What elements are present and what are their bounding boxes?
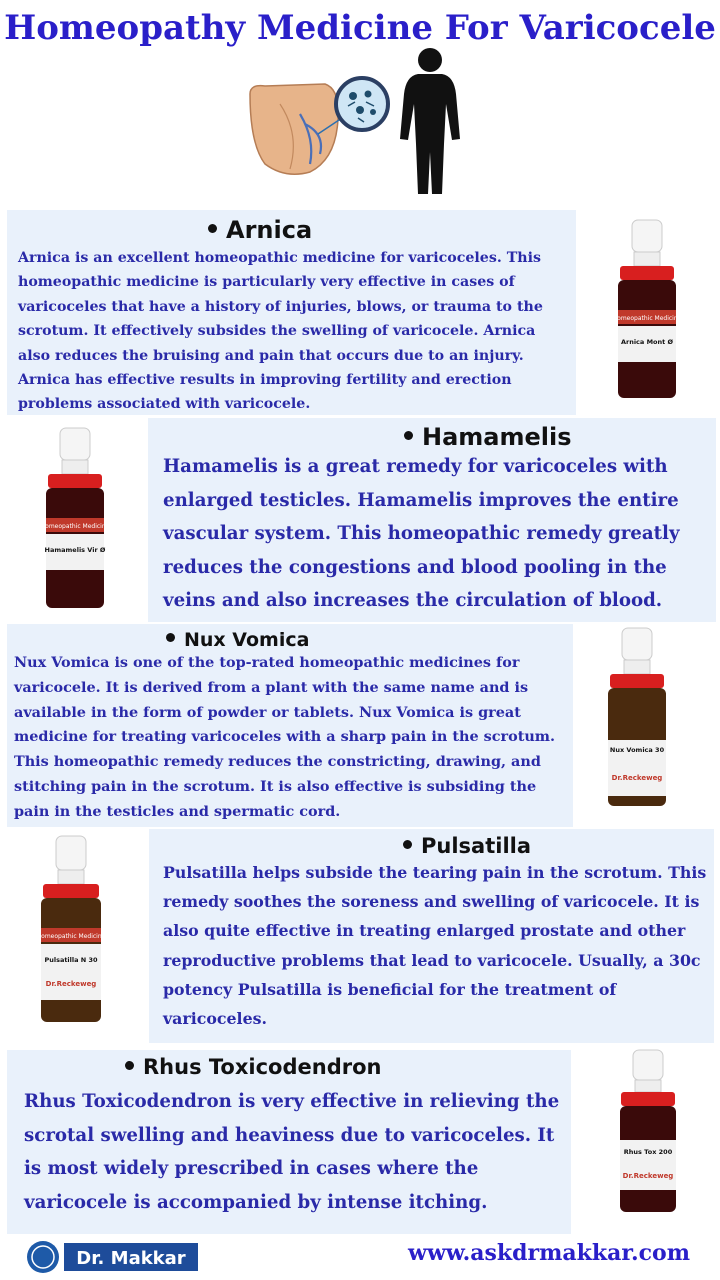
bottle-band-text: Homeopathic Medicine xyxy=(40,523,110,530)
bullet-icon xyxy=(404,431,413,440)
bullet-icon xyxy=(208,224,217,233)
footer-brand: Dr. Makkar xyxy=(76,1248,186,1269)
medicine-bottle-pulsatilla xyxy=(36,836,106,1026)
bottle-maker: Dr.Reckeweg xyxy=(45,980,97,988)
section-text-rhus-tox: Rhus Toxicodendron is very effective in relieving the scrotal swelling and heaviness due to varicoceles. It is most widely prescribed in cases where the varicocele is accompanied by intense itching. xyxy=(24,1091,560,1213)
bullet-icon xyxy=(403,840,412,849)
section-heading-rhus-tox: Rhus Toxicodendron xyxy=(125,1055,381,1079)
section-text-arnica: Arnica is an excellent homeopathic medicine for varicoceles. This homeopathic medicine is particularly very effective in cases of varicoceles that have a history of injuries, blows, or trauma to the scrotum. It effectively subsides the swelling of varicocele. Arnica also reduces the bruising and pain that occurs due to an injury. Arnica has effective results in improving fertility and erection problems associated with varicocele. xyxy=(18,250,543,413)
bullet-icon xyxy=(125,1061,134,1070)
section-text-nux-vomica: Nux Vomica is one of the top-rated homeopathic medicines for varicocele. It is derived from a plant with the same name and is available in the form of powder or tablets. Nux Vomica is great medicine for treating varicoceles with a sharp pain in the scrotum. This homeopathic remedy reduces the constricting, drawing, and stitching pain in the scrotum. It is also effective is subsiding the pain in the testicles and spermatic cord. xyxy=(14,654,556,820)
bottle-band-text: Homeopathic Medicine xyxy=(612,315,682,322)
medicine-bottle-nux-vomica xyxy=(606,628,668,810)
medicine-bottle-arnica xyxy=(612,220,682,402)
dr-makkar-logo[interactable] xyxy=(26,1240,201,1274)
bullet-icon xyxy=(166,633,175,642)
section-heading-pulsatilla: Pulsatilla xyxy=(403,834,531,858)
bottle-maker: Dr.Reckeweg xyxy=(622,1172,674,1180)
varicocele-illustration-icon xyxy=(240,44,470,199)
section-heading-nux-vomica: Nux Vomica xyxy=(166,629,309,651)
section-heading-hamamelis: Hamamelis xyxy=(404,423,572,451)
bottle-maker: Dr.Reckeweg xyxy=(611,774,663,782)
bottle-label: Rhus Tox 200 xyxy=(623,1148,673,1156)
bottle-label: Hamamelis Vir Ø xyxy=(44,546,106,554)
bottle-band-text: Homeopathic Medicine xyxy=(36,933,106,940)
footer-url-link[interactable]: www.askdrmakkar.com xyxy=(408,1240,690,1266)
section-heading-arnica: Arnica xyxy=(208,216,312,244)
section-text-hamamelis: Hamamelis is a great remedy for varicoceles with enlarged testicles. Hamamelis improves the entire vascular system. This homeopathic remedy greatly reduces the congestions and blood pooling in the veins and also increases the circulation of blood. xyxy=(163,456,680,612)
bottle-label: Arnica Mont Ø xyxy=(620,338,674,346)
medicine-bottle-rhus-tox xyxy=(619,1050,677,1216)
section-text-pulsatilla: Pulsatilla helps subside the tearing pain in the scrotum. This remedy soothes the soreness and swelling of varicocele. It is also quite effective in treating enlarged prostate and other reproductive problems that lead to varicocele. Usually, a 30c potency Pulsatilla is beneficial for the treatment of varicoceles. xyxy=(163,863,707,1029)
medicine-bottle-hamamelis xyxy=(40,428,110,612)
page-title: Homeopathy Medicine For Varicocele xyxy=(4,8,716,48)
bottle-label: Nux Vomica 30 xyxy=(609,746,665,754)
bottle-label: Pulsatilla N 30 xyxy=(44,956,98,964)
